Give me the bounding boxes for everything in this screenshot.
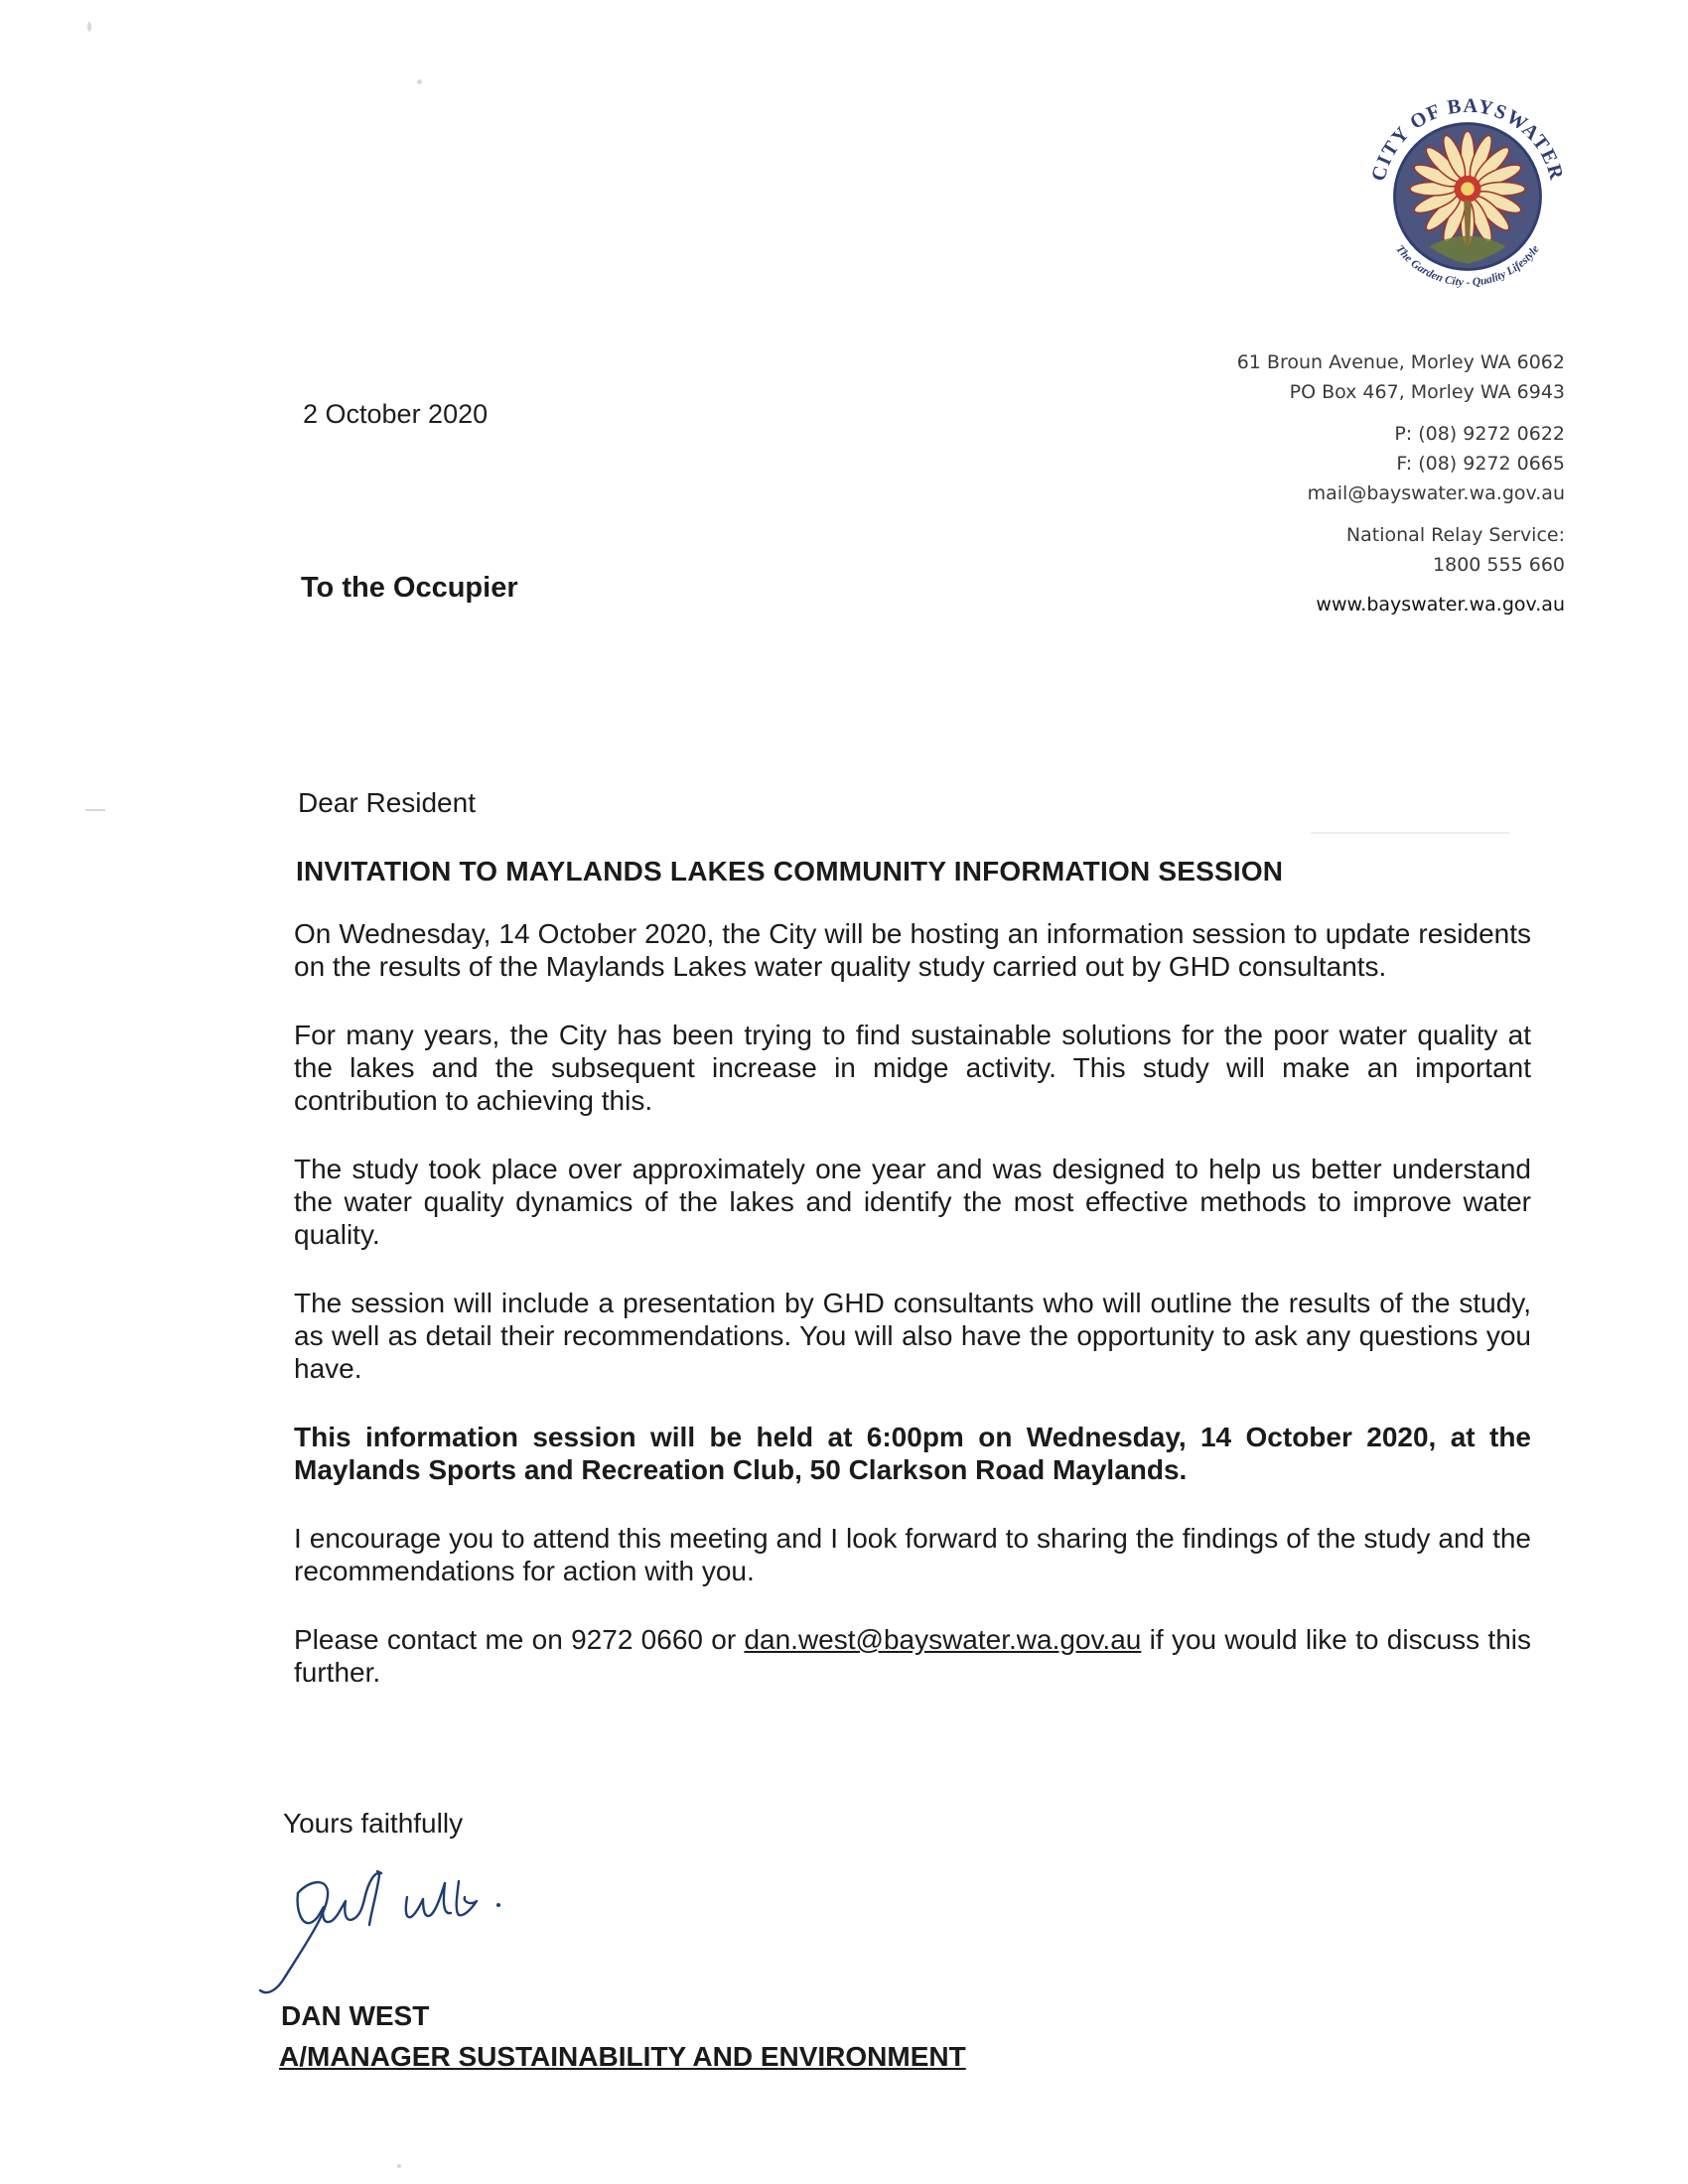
relay-number: 1800 555 660 (1433, 554, 1565, 576)
contact-text-after: if you would like to discuss this further. (294, 1624, 1532, 1688)
handwritten-signature (238, 1851, 576, 2000)
fax-number: F: (08) 9272 0665 (1396, 453, 1565, 475)
letter-date: 2 October 2020 (303, 399, 489, 429)
closing: Yours faithfully (283, 1808, 464, 1839)
signer-name: DAN WEST (281, 2000, 430, 2031)
subject-heading: INVITATION TO MAYLANDS LAKES COMMUNITY INFORMATION SESSION (296, 856, 1284, 887)
signer-title: A/MANAGER SUSTAINABILITY AND ENVIRONMENT (279, 2041, 966, 2072)
paragraph-3: The study took place over approximately one year and was designed to help us better understand the water quality dynamics of the lakes and identify the most effective methods to improve water quality. (294, 1154, 1531, 1250)
paragraph-4: The session will include a presentation by GHD consultants who will outline the results of the study, as well as detail their recommendations. You will also have the opportunity to ask any questions you have. (294, 1288, 1531, 1384)
session-details-paragraph: This information session will be held at 6:00pm on Wednesday, 14 October 2020, at the Maylands Sports and Recreation Club, 50 Clarkson Road Maylands. (294, 1422, 1531, 1485)
recipient: To the Occupier (301, 572, 518, 604)
contact-text-before: Please contact me on 9272 0660 or (294, 1624, 745, 1655)
email-link[interactable]: dan.west@bayswater.wa.gov.au (744, 1624, 1142, 1655)
website: www.bayswater.wa.gov.au (1316, 594, 1565, 615)
letter-body (290, 786, 1531, 1724)
contact-email: mail@bayswater.wa.gov.au (1307, 482, 1565, 504)
paragraph-6: I encourage you to attend this meeting and I look forward to sharing the findings of the study and the recommendations for action with you. (294, 1523, 1531, 1586)
contact-block (1108, 347, 1565, 619)
address-line-1: 61 Broun Avenue, Morley WA 6062 (1236, 351, 1565, 373)
salutation: Dear Resident (298, 787, 476, 818)
phone-number: P: (08) 9272 0622 (1394, 423, 1565, 445)
paragraph-2: For many years, the City has been trying to find sustainable solutions for the poor water quality at the lakes and the subsequent increase in midge activity. This study will make an important contribution to achieving this. (294, 1020, 1531, 1116)
city-of-bayswater-logo (1352, 81, 1583, 312)
logo-top-text: CITY OF BAYSWATER (1367, 94, 1568, 184)
logo-tagline: The Garden City - Quality Lifestyle (1393, 242, 1542, 289)
contact-paragraph (294, 1623, 1531, 1689)
relay-label: National Relay Service: (1345, 524, 1565, 546)
address-line-2: PO Box 467, Morley WA 6943 (1289, 381, 1565, 403)
paragraph-1: On Wednesday, 14 October 2020, the City will be hosting an information session to update residents on the results of the Maylands Lakes water quality study carried out by GHD consultants. (294, 918, 1531, 982)
